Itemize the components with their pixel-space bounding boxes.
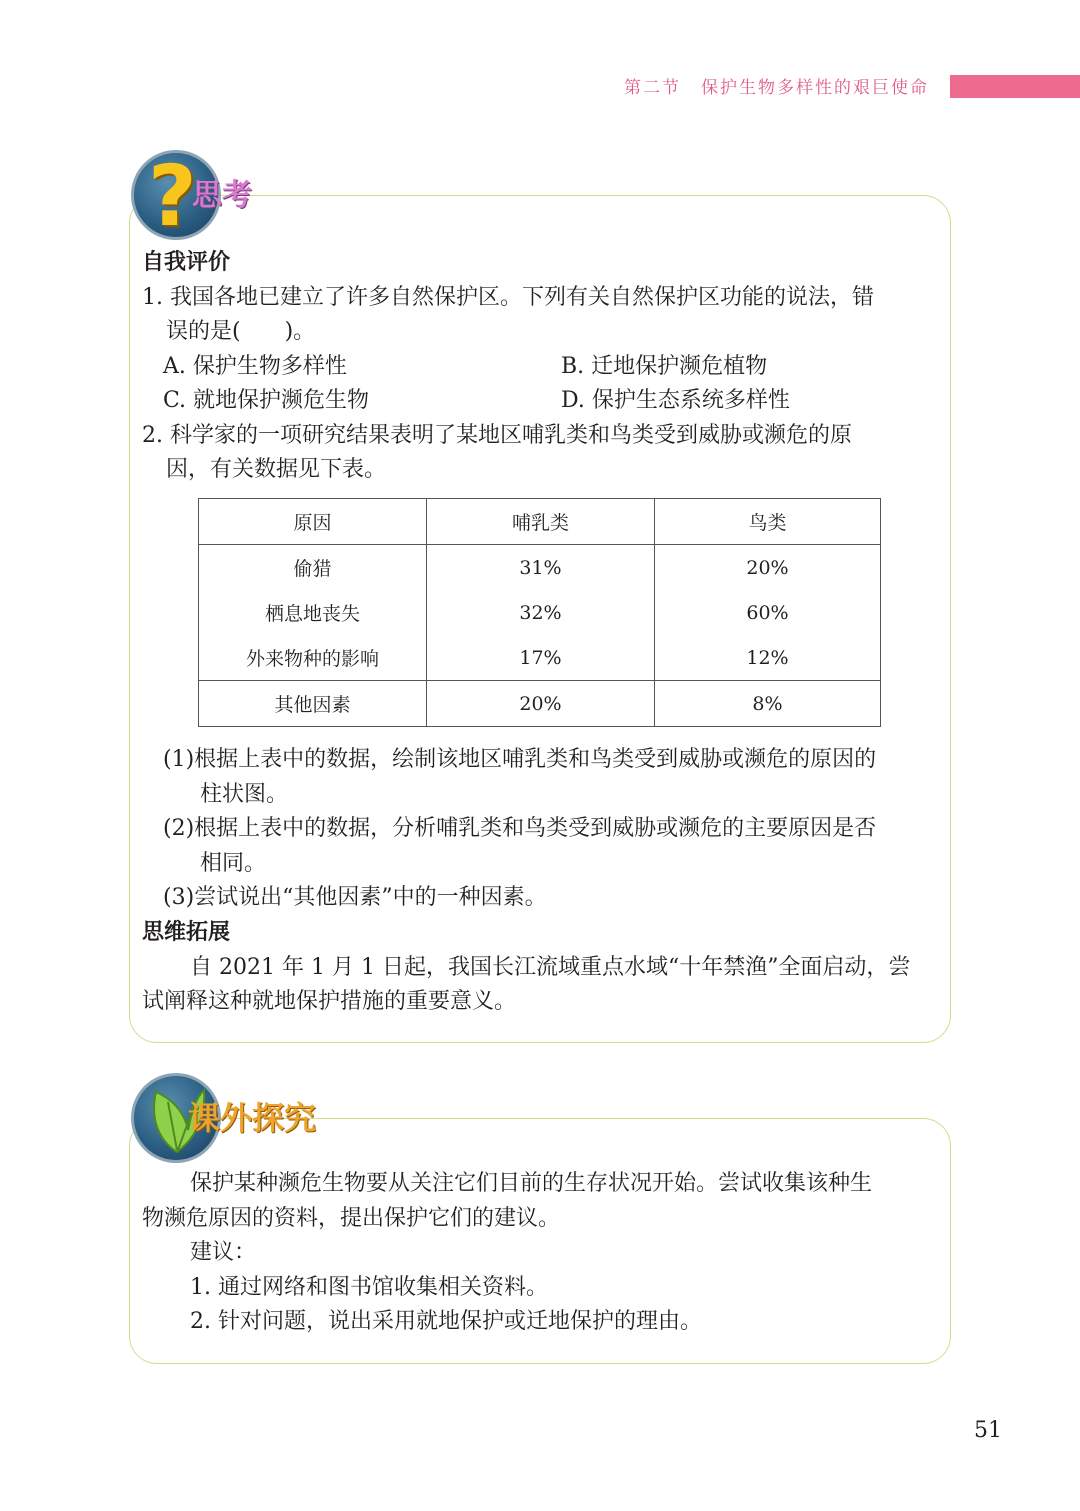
extend-heading: 思维拓展 bbox=[142, 920, 231, 945]
extend-line-2: 试阐释这种就地保护措施的重要意义。 bbox=[142, 989, 517, 1014]
table-row bbox=[199, 635, 881, 681]
q2-line-1: 2. 科学家的一项研究结果表明了某地区哺乳类和鸟类受到威胁或濒危的原 bbox=[142, 423, 852, 448]
option-b: B. 迁地保护濒危植物 bbox=[561, 354, 768, 379]
explore-paragraph-line-2: 物濒危原因的资料，提出保护它们的建议。 bbox=[142, 1206, 561, 1231]
sub-question-1-line-2: 柱状图。 bbox=[200, 782, 289, 807]
table-cell: 栖息地丧失 bbox=[264, 603, 360, 625]
option-c: C. 就地保护濒危生物 bbox=[163, 388, 370, 413]
table-header-cell: 鸟类 bbox=[655, 499, 881, 545]
option-a: A. 保护生物多样性 bbox=[163, 354, 347, 379]
table-cell: 31% bbox=[427, 545, 655, 591]
self-eval-heading: 自我评价 bbox=[142, 250, 231, 275]
page-number: 51 bbox=[974, 1418, 1002, 1443]
table-row bbox=[199, 545, 881, 591]
q1-line-1: 1. 我国各地已建立了许多自然保护区。下列有关自然保护区功能的说法，错 bbox=[142, 285, 874, 310]
table-cell: 60% bbox=[655, 590, 881, 635]
option-d: D. 保护生态系统多样性 bbox=[561, 388, 790, 413]
header-accent-bar bbox=[950, 75, 1080, 98]
table-cell: 外来物种的影响 bbox=[245, 648, 379, 670]
question-mark-icon: ? bbox=[148, 147, 197, 245]
sub-question-2-line-2: 相同。 bbox=[200, 851, 267, 876]
running-header bbox=[624, 74, 929, 102]
table-cell: 偷猎 bbox=[293, 558, 332, 580]
table-row bbox=[199, 590, 881, 635]
think-title: 思考 bbox=[192, 178, 252, 213]
table-cell: 20% bbox=[655, 545, 881, 591]
explore-title: 课外探究 bbox=[188, 1099, 317, 1137]
sub-question-3: (3)尝试说出“其他因素”中的一种因素。 bbox=[163, 885, 547, 910]
table-cell: 其他因素 bbox=[199, 681, 427, 727]
chapter-title: 保护生物多样性的艰巨使命 bbox=[701, 78, 929, 98]
q2-line-2: 因，有关数据见下表。 bbox=[166, 457, 387, 482]
table-header-cell: 哺乳类 bbox=[427, 499, 655, 545]
table-row bbox=[199, 681, 881, 727]
advice-item-1: 1. 通过网络和图书馆收集相关资料。 bbox=[190, 1275, 548, 1300]
threat-causes-table bbox=[198, 498, 881, 727]
table-header-row bbox=[199, 499, 881, 545]
advice-label: 建议： bbox=[190, 1240, 257, 1265]
table-cell: 32% bbox=[427, 590, 655, 635]
q1-line-2: 误的是( )。 bbox=[166, 319, 316, 344]
table-cell: 8% bbox=[655, 681, 881, 727]
sub-question-1-line-1: (1)根据上表中的数据，绘制该地区哺乳类和鸟类受到威胁或濒危的原因的 bbox=[163, 747, 877, 772]
section-label: 第二节 bbox=[624, 78, 681, 98]
extend-line-1: 自 2021 年 1 月 1 日起，我国长江流域重点水域“十年禁渔”全面启动，尝 bbox=[190, 955, 911, 980]
explore-paragraph-line-1: 保护某种濒危生物要从关注它们目前的生存状况开始。尝试收集该种生 bbox=[190, 1171, 873, 1196]
table-cell: 12% bbox=[655, 635, 881, 681]
sub-question-2-line-1: (2)根据上表中的数据，分析哺乳类和鸟类受到威胁或濒危的主要原因是否 bbox=[163, 816, 877, 841]
advice-item-2: 2. 针对问题，说出采用就地保护或迁地保护的理由。 bbox=[190, 1309, 702, 1334]
table-header-cell: 原因 bbox=[199, 499, 427, 545]
table-cell: 17% bbox=[427, 635, 655, 681]
table-cell: 20% bbox=[427, 681, 655, 727]
